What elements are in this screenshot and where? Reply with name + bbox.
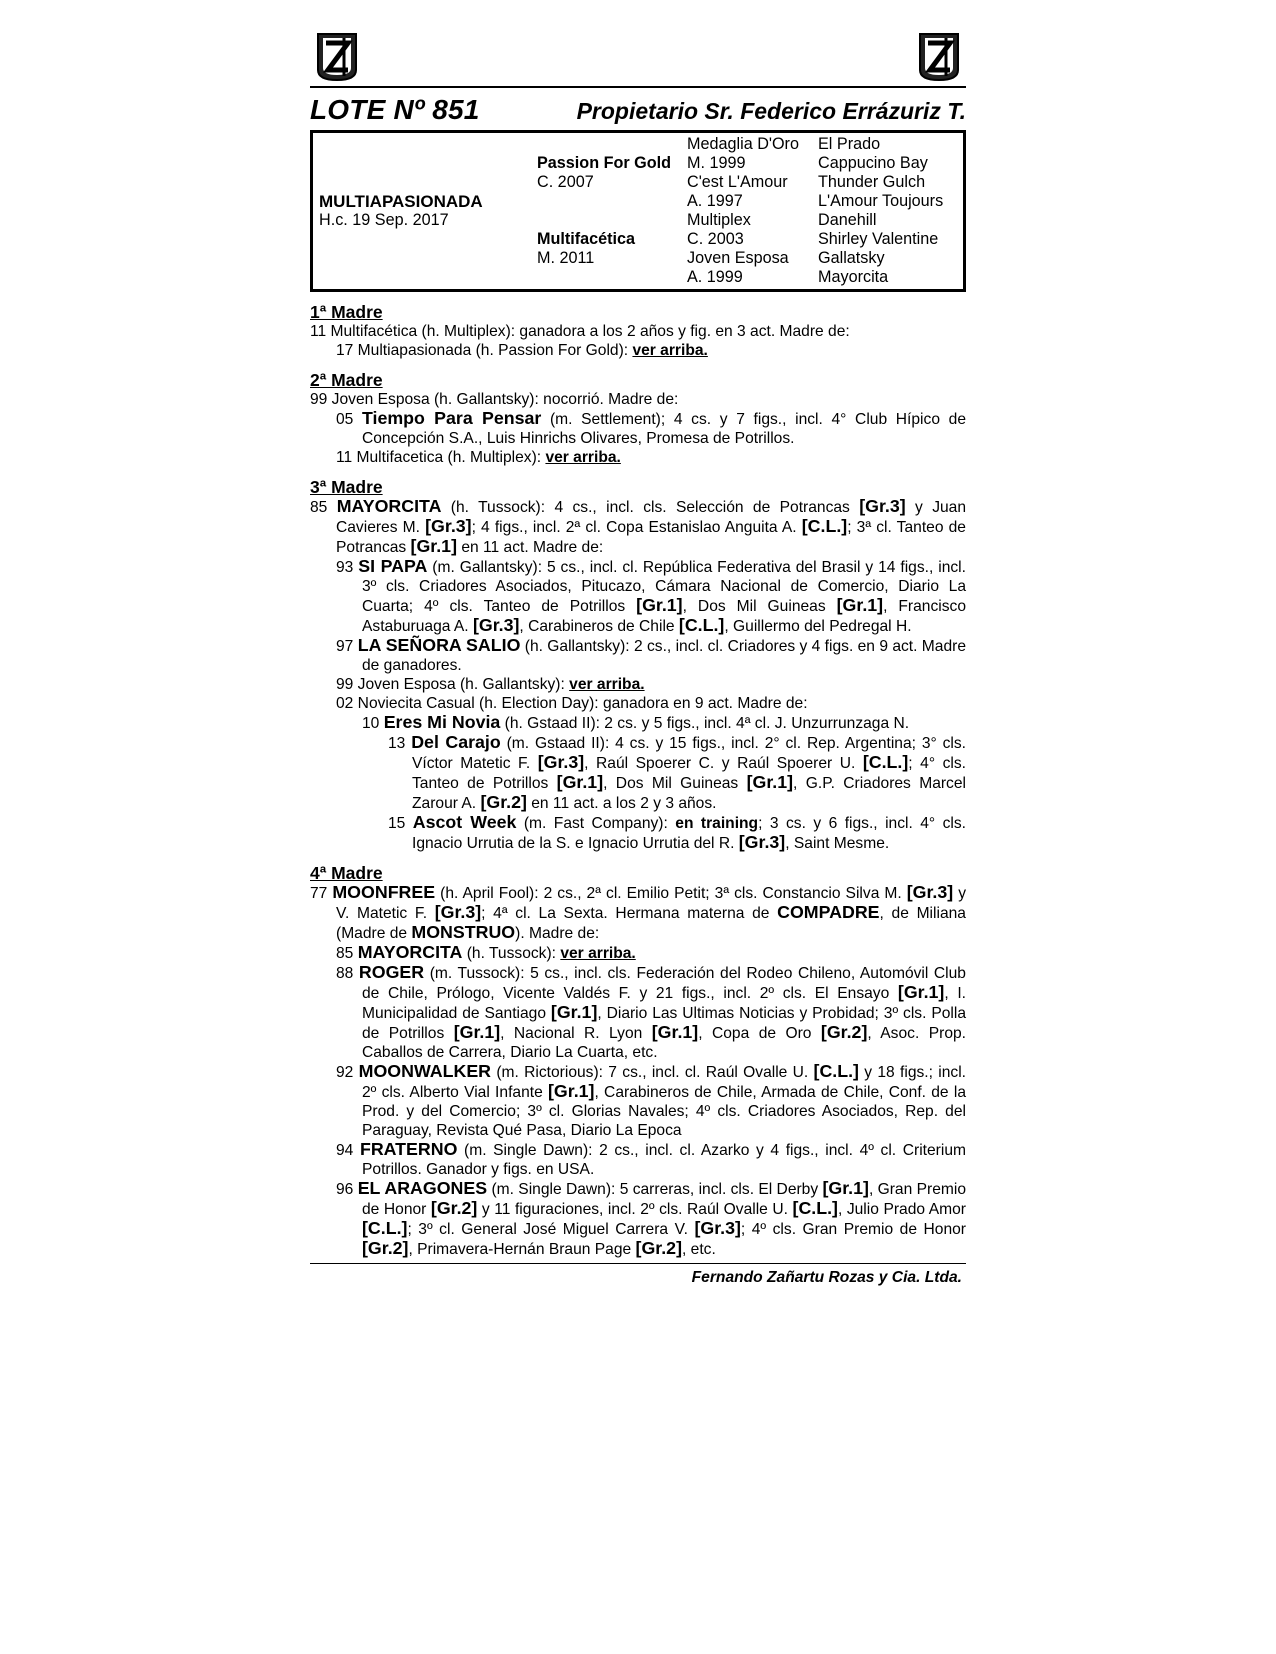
pedigree-cell: Mayorcita: [818, 268, 889, 286]
logo-row: [310, 28, 966, 88]
entry-line: 97 LA SEÑORA SALIO (h. Gallantsky): 2 cs., incl. cl. Criadores y 4 figs. en 9 act. Madre de ganadores.: [336, 635, 967, 674]
entry-line: 11 Multifacetica (h. Multiplex): ver arriba.: [336, 449, 621, 466]
entry-line: 02 Noviecita Casual (h. Election Day): ganadora en 9 act. Madre de:: [336, 695, 808, 712]
pedigree-cell: El Prado: [818, 135, 881, 153]
pedigree-horse-column: [319, 135, 537, 287]
dam-name: Multifacética: [537, 230, 636, 248]
pedigree-cell: Gallatsky: [818, 249, 885, 267]
pedigree-parents-column: [537, 135, 687, 287]
entry-line: 77 MOONFREE (h. April Fool): 2 cs., 2ª cl. Emilio Petit; 3ª cls. Constancio Silva M. [Gr.3] y V. Matetic F. [Gr.3]; 4ª cl. La Sexta. Hermana materna de COMPADRE, de Miliana (Madre de MONSTRUO). Madre de:: [310, 882, 967, 942]
ver-arriba-link: ver arriba.: [569, 676, 645, 693]
entry-line: 99 Joven Esposa (h. Gallantsky): ver arriba.: [336, 676, 645, 693]
entry-line: 13 Del Carajo (m. Gstaad II): 4 cs. y 15 figs., incl. 2° cl. Rep. Argentina; 3° cls. Víctor Matetic F. [Gr.3], Raúl Spoerer C. y Raúl Spoerer U. [C.L.]; 4° cls. Tanteo de Potrillos [Gr.1], Dos Mil Guineas [Gr.1], G.P. Criadores Marcel Zarour A. [Gr.2] en 11 act. a los 2 y 3 años.: [388, 732, 966, 812]
horse-name: LA SEÑORA SALIO: [357, 635, 521, 655]
entry-line: 10 Eres Mi Novia (h. Gstaad II): 2 cs. y 5 figs., incl. 4ª cl. J. Unzurrunzaga N.: [362, 712, 910, 732]
entry-line: 88 ROGER (m. Tussock): 5 cs., incl. cls. Federación del Rodeo Chileno, Automóvil Club de Chile, Prólogo, Vicente Valdés F. y 21 figs., incl. 2º cls. El Ensayo [Gr.1], I. Municipalidad de Santiago [Gr.1], Diario Las Ultimas Noticias y Probidad; 3º cls. Polla de Potrillos [Gr.1], Nacional R. Lyon [Gr.1], Copa de Oro [Gr.2], Asoc. Prop. Caballos de Carrera, Diario La Cuarta, etc.: [336, 962, 966, 1061]
sire-name: Passion For Gold: [537, 154, 672, 172]
entry-line: 85 MAYORCITA (h. Tussock): 4 cs., incl. cls. Selección de Potrancas [Gr.3] y Juan Cavieres M. [Gr.3]; 4 figs., incl. 2ª cl. Copa Estanislao Anguita A. [C.L.]; 3ª cl. Tanteo de Potrancas [Gr.1] en 11 act. Madre de:: [310, 496, 967, 556]
section-heading-4a-madre: 4ª Madre: [310, 863, 383, 883]
sire-details: C. 2007: [537, 173, 594, 191]
catalog-page: [310, 28, 966, 1287]
entry-line: 96 EL ARAGONES (m. Single Dawn): 5 carreras, incl. cls. El Derby [Gr.1], Gran Premio de Honor [Gr.2] y 11 figuraciones, incl. 2º cls. Raúl Ovalle U. [C.L.], Julio Prado Amor [C.L.]; 3º cl. General José Miguel Carrera V. [Gr.3]; 4º cls. Gran Premio de Honor [Gr.2], Primavera-Hernán Braun Page [Gr.2], etc.: [336, 1178, 967, 1258]
pedigree-cell: A. 1999: [687, 268, 743, 286]
title-row: [310, 94, 966, 126]
section-heading-2a-madre: 2ª Madre: [310, 370, 383, 390]
entry-line: 93 SI PAPA (m. Gallantsky): 5 cs., incl. cl. República Federativa del Brasil y 14 figs., incl. 3º cls. Criadores Asociados, Pitucazo, Cámara Nacional de Comercio, Diario La Cuarta; 4º cls. Tanteo de Potrillos [Gr.1], Dos Mil Guineas [Gr.1], Francisco Astaburuaga A. [Gr.3], Carabineros de Chile [C.L.], Guillermo del Pedregal H.: [336, 556, 966, 635]
pedigree-cell: C'est L'Amour: [687, 173, 788, 191]
pedigree-cell: Danehill: [818, 211, 877, 229]
horse-name: Eres Mi Novia: [383, 712, 501, 732]
footer-divider: [310, 1263, 966, 1264]
logo-emblem-left: [314, 32, 360, 82]
horse-name: MULTIAPASIONADA: [319, 192, 483, 211]
section-heading-3a-madre: 3ª Madre: [310, 477, 383, 497]
pedigree-cell: M. 1999: [687, 154, 746, 172]
entry-line: 85 MAYORCITA (h. Tussock): ver arriba.: [336, 942, 636, 962]
entry-line: 94 FRATERNO (m. Single Dawn): 2 cs., incl. cl. Azarko y 4 figs., incl. 4º cl. Criterium Potrillos. Ganador y figs. en USA.: [336, 1139, 966, 1178]
horse-name: EL ARAGONES: [357, 1178, 488, 1198]
horse-name: FRATERNO: [359, 1139, 458, 1159]
ver-arriba-link: ver arriba.: [560, 945, 636, 962]
dam-details: M. 2011: [537, 249, 595, 267]
entry-line: 11 Multifacética (h. Multiplex): ganadora a los 2 años y fig. en 3 act. Madre de:: [310, 323, 850, 340]
pedigree-grandparents-column: [687, 135, 818, 287]
section-heading-1a-madre: 1ª Madre: [310, 302, 383, 322]
pedigree-cell: C. 2003: [687, 230, 744, 248]
footer-company: Fernando Zañartu Rozas y Cia. Ltda.: [691, 1269, 962, 1286]
entry-line: 15 Ascot Week (m. Fast Company): en training; 3 cs. y 6 figs., incl. 4° cls. Ignacio Urrutia de la S. e Ignacio Urrutia del R. [Gr.3], Saint Mesme.: [388, 812, 966, 852]
pedigree-table: [310, 130, 966, 292]
pedigree-cell: Shirley Valentine: [818, 230, 939, 248]
lot-number: LOTE Nº 851: [310, 94, 480, 125]
pedigree-cell: Multiplex: [687, 211, 751, 229]
pedigree-cell: Thunder Gulch: [818, 173, 926, 191]
horse-details: H.c. 19 Sep. 2017: [319, 211, 449, 229]
horse-name: MOONWALKER: [358, 1061, 492, 1081]
horse-name: MAYORCITA: [336, 496, 442, 516]
pedigree-cell: L'Amour Toujours: [818, 192, 944, 210]
pedigree-cell: Joven Esposa: [687, 249, 789, 267]
horse-name: Ascot Week: [412, 812, 517, 832]
pedigree-cell: Cappucino Bay: [818, 154, 928, 172]
horse-name: MOONFREE: [332, 882, 436, 902]
logo-emblem-right: [916, 32, 962, 82]
horse-name: Tiempo Para Pensar: [362, 408, 542, 428]
horse-name: ROGER: [358, 962, 425, 982]
horse-name: MAYORCITA: [357, 942, 463, 962]
pedigree-cell: Medaglia D'Oro: [687, 135, 799, 153]
ver-arriba-link: ver arriba.: [632, 342, 708, 359]
horse-name: SI PAPA: [358, 556, 428, 576]
horse-name: Del Carajo: [411, 732, 501, 752]
ver-arriba-link: ver arriba.: [545, 449, 621, 466]
entry-line: 99 Joven Esposa (h. Gallantsky): nocorrió. Madre de:: [310, 391, 679, 408]
entry-line: 92 MOONWALKER (m. Rictorious): 7 cs., incl. cl. Raúl Ovalle U. [C.L.] y 18 figs.; incl. 2º cls. Alberto Vial Infante [Gr.1], Carabineros de Chile, Armada de Chile, Conf. de la Prod. y del Comercio; 3º cl. Glorias Navales; 4º cls. Criadores Asociados, Rep. del Paraguay, Revista Qué Pasa, Diario La Epoca: [336, 1061, 966, 1139]
entry-line: 05 Tiempo Para Pensar (m. Settlement); 4 cs. y 7 figs., incl. 4° Club Hípico de Concepción S.A., Luis Hinrichs Olivares, Promesa de Potrillos.: [336, 408, 966, 447]
pedigree-great-grandparents-column: [818, 135, 963, 287]
owner-name: Propietario Sr. Federico Errázuriz T.: [576, 98, 966, 124]
entry-line: 17 Multiapasionada (h. Passion For Gold): ver arriba.: [336, 342, 708, 359]
pedigree-cell: A. 1997: [687, 192, 743, 210]
